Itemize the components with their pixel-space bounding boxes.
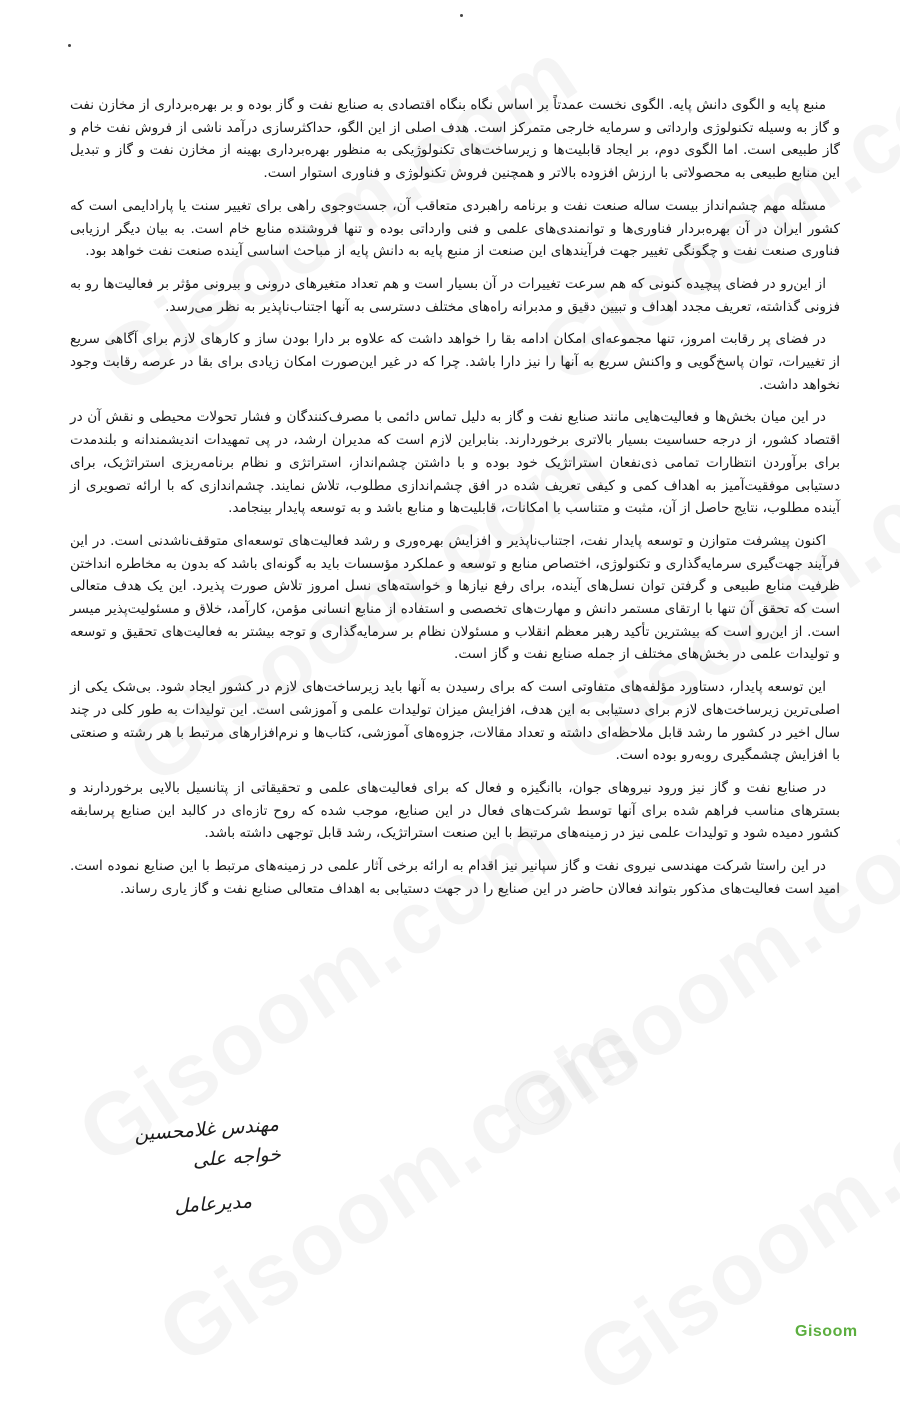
paragraph: در صنایع نفت و گاز نیز ورود نیروهای جوان، باانگیزه و فعال که برای فعالیت‌های علمی و تحقیقاتی از پتانسیل بالایی برخوردارند و بسترهای مناسب فراهم شده برای آنها توسط شرکت‌های فعال در این صنایع، موجب شده که روح تازه‌ای در کالبد این صنایع پرسابقه کشور دمیده شود و تولیدات علمی نیز در زمینه‌های مرتبط با این صنعت استراتژیک، رشد قابل توجهی داشته باشد. <box>70 779 840 842</box>
paragraph: در این میان بخش‌ها و فعالیت‌هایی مانند صنایع نفت و گاز به دلیل تماس دائمی با مصرف‌کنندگان و فشار تحولات محیطی و نقش آن در اقتصاد کشور، از درجه حساسیت بسیار بالاتری برخوردارند. بنابراین لازم است که مدیران ارشد، در پی تمهیدات اندیشمندانه و بلندمدت برای برآوردن انتظارات تمامی ذی‌نفعان استراتژیک خود بوده و با داشتن چشم‌انداز، استراتژی و نظام برنامه‌ریزی استراتژیک، برای دستیابی موفقیت‌آمیز به اهداف کمی و کیفی تعریف شده در افق چشم‌اندازی مطلوب، تلاش نمایند. چشم‌اندازی که با ارائه تصویری از آینده مطلوب، نتایج حاصل از آن، مثبت و متناسب با امکانات، قابلیت‌ها و منابع باشد و به توسعه پایدار بینجامد. <box>70 409 840 517</box>
paragraph: در فضای پر رقابت امروز، تنها مجموعه‌ای امکان ادامه بقا را خواهد داشت که علاوه بر دارا بودن ساز و کارهای لازم برای آگاهی سریع از تغییرات، توان پاسخ‌گویی و واکنش سریع به آنها را نیز دارا باشد. چرا که در غیر این‌صورت امکان زیادی برای بقا در عرصه رقابت وجود نخواهد داشت. <box>70 331 840 393</box>
paragraph: مسئله مهم چشم‌انداز بیست ساله صنعت نفت و برنامه راهبردی متعاقب آن، جست‌وجوی راهی برای تغییر سنت یا پارادایمی است که کشور ایران در آن بهره‌بردار فناوری‌ها و توانمندی‌های علمی و فنی وارداتی بوده و تنها فروشنده منابع خام است. به بیان دیگر ارزیابی فناوری صنعت نفت و چگونگی تغییر جهت فرآیندهای این صنعت از منبع پایه به دانش پایه از مباحث اساسی آینده صنعت نفت خواهد بود. <box>70 197 840 260</box>
scan-speck <box>460 14 463 17</box>
paragraph: در این راستا شرکت مهندسی نیروی نفت و گاز سپانیر نیز اقدام به ارائه برخی آثار علمی در زمینه‌های مرتبط با این صنایع نموده است. امید است فعالیت‌های مذکور بتواند فعالان حاضر در این صنایع را در جهت دستیابی به اهداف متعالی صنایع نفت و گاز یاری رساند. <box>70 858 840 897</box>
paragraph: از این‌رو در فضای پیچیده کنونی که هم سرعت تغییرات در آن بسیار است و هم تعداد متغیرهای درونی و بیرونی مؤثر بر فعالیت‌ها رو به فزونی گذاشته، تعریف مجدد اهداف و تبیین دقیق و مدبرانه راه‌های مختلف دسترسی به آنها اجتناب‌ناپذیر به نظر می‌رسد. <box>70 275 840 315</box>
signature-title: مدیرعامل <box>173 1190 253 1218</box>
paragraph: منبع پایه و الگوی دانش پایه. الگوی نخست عمدتاً بر اساس نگاه بنگاه اقتصادی به صنایع نفت و گاز بوده و بر بهره‌برداری از مخازن نفت و گاز به وسیله تکنولوژی وارداتی و سرمایه خارجی متمرکز است. هدف اصلی از این الگو، حداکثرسازی درآمد ناشی از فروش نفت خام و گاز طبیعی است. اما الگوی دوم، بر ایجاد قابلیت‌ها و زیرساخت‌های تکنولوژیکی به منظور بهره‌برداری بهینه از مخازن نفت و گاز و تبدیل این منابع طبیعی به محصولاتی با ارزش افزوده بالاتر و همچنین فروش تکنولوژی و فناوری استوار است. <box>70 97 840 182</box>
signature-name: مهندس غلامحسین خواجه علی <box>133 1113 282 1172</box>
scan-speck <box>68 44 71 47</box>
signature-block <box>120 1115 280 1221</box>
paragraph: اکنون پیشرفت متوازن و توسعه پایدار نفت، اجتناب‌ناپذیر و افزایش بهره‌وری و رشد فعالیت‌های توسعه‌ای متوقف‌ناشدنی است. در این فرآیند جهت‌گیری سرمایه‌گذاری و تکنولوژی، اختصاص منابع و توسعه و عملکرد مؤسسات باید به گونه‌ای باشد که بدون به مخاطره انداختن ظرفیت منابع طبیعی و گرفتن توان نسل‌های آینده، برای رفع نیازها و خواسته‌های نسل امروز تلاش صورت پذیرد. این یک هدف متعالی است که تحقق آن تنها با ارتقای مستمر دانش و مهارت‌های تخصصی و استفاده از منابع انسانی مؤمن، کارآمد، خلاق و مسئولیت‌پذیر میسر است. از این‌رو است که بیشترین تأکید رهبر معظم انقلاب و مسئولان نظام بر سرمایه‌گذاری و توجه بیشتر به فعالیت‌های تحقیق و توسعه و تولیدات علمی در بخش‌های مختلف از جمله صنایع نفت و گاز است. <box>70 532 840 663</box>
paragraph: این توسعه پایدار، دستاورد مؤلفه‌های متفاوتی است که برای رسیدن به آنها باید زیرساخت‌های لازم در کشور ایجاد شود. بی‌شک یکی از اصلی‌ترین زیرساخت‌های لازم برای دستیابی به این هدف، افزایش میزان تولیدات علمی و آموزشی است. این تولیدات به طور کلی در چند سال اخیر در کشور ما رشد قابل ملاحظه‌ای داشته و تعداد مقالات، جزوه‌های آموزشی، کتاب‌ها و نرم‌افزارهای مرتبط با هر رشته و صنعتی با افزایش چشمگیری روبه‌رو بوده است. <box>70 679 840 764</box>
document-body <box>70 94 840 911</box>
watermark <box>560 1021 900 1415</box>
gisoom-logo: Gisoom <box>795 1323 858 1340</box>
